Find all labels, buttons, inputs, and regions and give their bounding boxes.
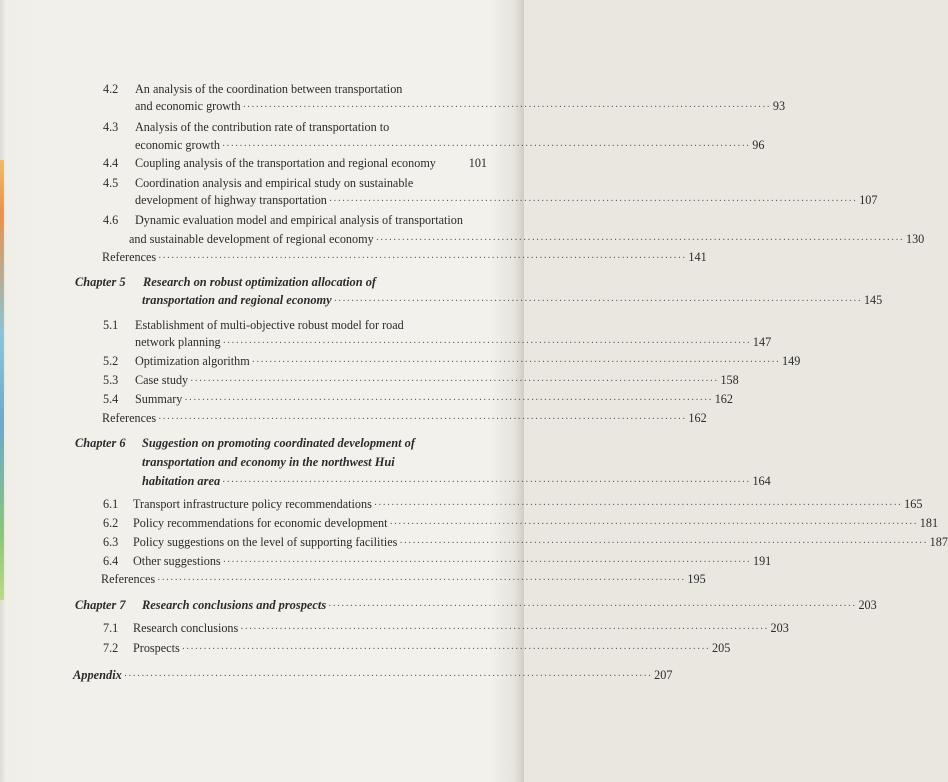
toc-entry-line[interactable] — [135, 354, 801, 369]
toc-entry-num: 4.3 — [103, 120, 119, 134]
toc-entry-num: 5.4 — [103, 392, 119, 406]
leader-dots: ·························································································································· — [184, 395, 713, 406]
leader-dots: ·························································································································· — [399, 538, 928, 549]
toc-entry-line[interactable] — [133, 621, 789, 636]
toc-entry-num: 5.2 — [103, 354, 119, 368]
toc-entry-title: economic growth — [135, 138, 220, 152]
toc-entry-title: Summary — [135, 392, 183, 406]
toc-entry-num: 6.4 — [103, 554, 119, 568]
toc-page-number: 162 — [714, 392, 733, 406]
chapter-entry-line[interactable] — [73, 668, 673, 683]
toc-entry-title: development of highway transportation — [135, 193, 327, 207]
leader-dots: ·························································································································· — [375, 235, 904, 246]
leader-dots: ·························································································································· — [157, 575, 686, 586]
toc-entry-title: network planning — [135, 335, 221, 349]
chapter-label: Chapter 5 — [75, 275, 126, 289]
chapter-title: Research on robust optimization allocation of — [143, 275, 377, 289]
toc-entry-title: Coupling analysis of the transportation and regional economy — [135, 156, 436, 170]
toc-entry-line[interactable] — [133, 641, 731, 656]
toc-page-number: 107 — [859, 193, 878, 207]
toc-page-number: 195 — [687, 572, 706, 586]
toc-page-number: 203 — [770, 621, 789, 635]
toc-entry-line[interactable] — [135, 335, 772, 350]
toc-page-number: 147 — [752, 335, 772, 349]
toc-page-number: 93 — [772, 99, 786, 113]
toc-page-number: 130 — [905, 232, 925, 246]
toc-entry-num: 5.1 — [103, 318, 119, 332]
chapter-title: Suggestion on promoting coordinated development of — [142, 436, 415, 450]
toc-page-number: 187 — [929, 535, 948, 549]
toc-page-number: 207 — [654, 668, 673, 682]
toc-entry-title: Establishment of multi-objective robust model for road — [135, 318, 404, 332]
toc-entry-title: and economic growth — [135, 99, 241, 113]
leader-dots: ·························································································································· — [123, 671, 653, 682]
toc-entry-line[interactable] — [133, 497, 923, 512]
toc-entry-title: Prospects — [133, 641, 180, 655]
leader-dots: ·························································································································· — [240, 624, 769, 635]
toc-page-number: 96 — [752, 138, 765, 152]
leader-dots: ·························································································································· — [222, 338, 751, 349]
toc-entry-num: 4.5 — [103, 176, 119, 190]
toc-entry-line[interactable] — [135, 99, 786, 114]
toc-entry-num: 6.2 — [103, 516, 119, 530]
toc-page-number: 181 — [919, 516, 939, 530]
toc-entry-line[interactable] — [102, 250, 707, 265]
toc-entry-title: and sustainable development of regional economy — [129, 232, 374, 246]
toc-entry-title: References — [102, 250, 157, 264]
toc-entry-line[interactable] — [129, 232, 925, 247]
chapter-entry-line[interactable] — [142, 293, 883, 308]
toc-entry-title: References — [102, 411, 157, 425]
toc-entry-num: 7.1 — [103, 621, 119, 635]
leader-dots: ·························································································································· — [158, 414, 687, 425]
toc-page-number: 191 — [752, 554, 772, 568]
toc-page-number: 162 — [688, 411, 707, 425]
toc-entry-line[interactable] — [102, 411, 707, 426]
toc-entry-title: Analysis of the contribution rate of transportation to — [135, 120, 390, 134]
leader-dots: ·························································································································· — [222, 557, 751, 568]
toc-page-number: 158 — [720, 373, 739, 387]
leader-dots: ·························································································································· — [373, 500, 903, 511]
leader-dots: ·························································································································· — [333, 296, 862, 307]
leader-dots: ·························································································································· — [389, 519, 918, 530]
toc-page-number: 164 — [752, 474, 771, 488]
leader-dots: ·························································································································· — [242, 102, 771, 113]
toc-entry-line[interactable] — [133, 535, 948, 550]
toc-entry-num: 6.3 — [103, 535, 119, 549]
leader-dots: ·························································································································· — [328, 601, 857, 612]
toc-entry-num: 4.4 — [103, 156, 119, 170]
toc-entry-num: 4.2 — [103, 82, 119, 96]
leader-dots: ·························································································································· — [221, 141, 751, 152]
toc-entry-num: 6.1 — [103, 497, 119, 511]
leader-dots: ·························································································································· — [251, 357, 781, 368]
toc-entry-title: References — [101, 572, 156, 586]
chapter-title: transportation and economy in the northwest Hui — [142, 455, 395, 469]
chapter-entry-line[interactable] — [142, 598, 877, 613]
toc-entry-line[interactable] — [135, 156, 487, 171]
leader-dots: ·························································································································· — [328, 196, 858, 207]
toc-entry-title: Policy recommendations for economic development — [133, 516, 388, 530]
chapter-label: Chapter 6 — [75, 436, 126, 450]
chapter-title: Research conclusions and prospects — [142, 598, 327, 612]
leader-dots: ·························································································································· — [190, 376, 719, 387]
toc-entry-title: Transport infrastructure policy recommendations — [133, 497, 372, 511]
toc-entry-line[interactable] — [135, 138, 765, 153]
chapter-label: Chapter 7 — [75, 598, 126, 612]
toc-entry-line[interactable] — [101, 572, 706, 587]
toc-page-number: 203 — [858, 598, 877, 612]
toc-entry-line[interactable] — [135, 373, 739, 388]
toc-entry-title: Other suggestions — [133, 554, 221, 568]
toc-entry-title: Optimization algorithm — [135, 354, 250, 368]
toc-entry-title: Dynamic evaluation model and empirical analysis of transportation — [135, 213, 463, 227]
toc-entry-line[interactable] — [135, 392, 733, 407]
toc-page-number: 165 — [904, 497, 923, 511]
leader-dots: ·························································································································· — [181, 644, 710, 655]
chapter-title: habitation area — [142, 474, 221, 488]
toc-page-number: 149 — [782, 354, 801, 368]
toc-entry-line[interactable] — [135, 193, 878, 208]
toc-entry-title: Coordination analysis and empirical study on sustainable — [135, 176, 414, 190]
toc-page-number: 141 — [688, 250, 707, 264]
leader-dots: ·························································································································· — [222, 477, 751, 488]
toc-entry-num: 4.6 — [103, 213, 119, 227]
toc-entry-title: An analysis of the coordination between transportation — [135, 82, 403, 96]
chapter-title: transportation and regional economy — [142, 293, 332, 307]
toc-page-number: 101 — [468, 156, 487, 170]
toc-entry-line[interactable] — [133, 554, 772, 569]
toc-page-number: 145 — [863, 293, 883, 307]
chapter-entry-line[interactable] — [142, 474, 771, 489]
toc-entry-num: 7.2 — [103, 641, 119, 655]
toc-entry-title: Policy suggestions on the level of supporting facilities — [133, 535, 398, 549]
toc-entry-line[interactable] — [133, 516, 939, 531]
chapter-label: Appendix — [73, 668, 122, 682]
toc-entry-title: Case study — [135, 373, 189, 387]
toc-page-number: 205 — [712, 641, 731, 655]
leader-dots: ·························································································································· — [158, 253, 687, 264]
toc-entry-title: Research conclusions — [133, 621, 239, 635]
toc-entry-num: 5.3 — [103, 373, 119, 387]
